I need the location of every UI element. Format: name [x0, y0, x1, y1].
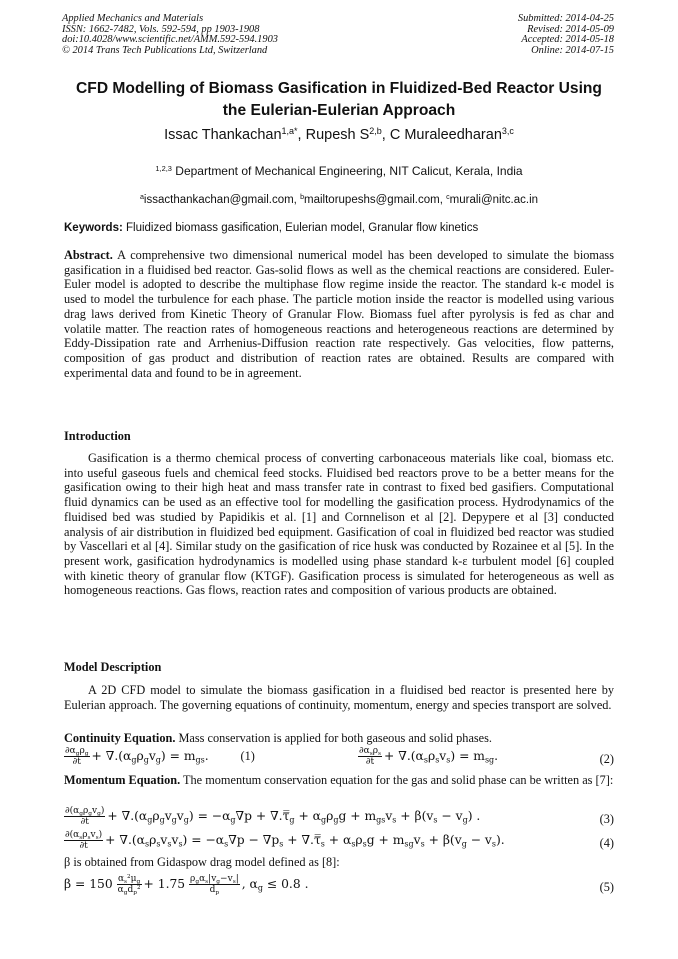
keywords-text: Fluidized biomass gasification, Eulerian model, Granular flow kinetics	[126, 222, 479, 234]
email-2[interactable]: mailtorupeshs@gmail.com,	[304, 194, 443, 206]
eq4-number: (4)	[599, 836, 614, 850]
eq3-number: (3)	[599, 812, 614, 826]
author-list: Issac Thankachan$^{1,a*}$, Rupesh S$^{2,b}$, C Muraleedharan$^{3,c}$	[164, 126, 514, 143]
equation-1: $\frac{\partial\alpha_g\rho_g}{\partial t}$ + $\nabla.(\alpha_g\rho_gv_g) = m_{gs}$. (1)	[65, 746, 255, 767]
journal-copyright: © 2014 Trans Tech Publications Ltd, Switzerland	[62, 44, 268, 56]
equation-4: $\frac{\partial(\alpha_s\rho_sv_s)}{\partial t}$ + $\nabla.(\alpha_s\rho_sv_sv_s) = -\alpha_s\nabla p - \nabla p_s$ + $\nabla.\tau̿_s + \alpha_s\rho_sg + m_{sg}v_s + \beta(v_g - v_s)$.	[65, 830, 505, 851]
date-accepted: Accepted: 2014-05-18	[521, 34, 614, 46]
journal-header	[62, 14, 278, 56]
abstract	[64, 248, 614, 380]
introduction-text: Gasification is a thermo chemical process of converting carbonaceous materials like coal, biomass etc. into useful gaseous fuels and chemical feed stocks. Fluidised bed reactors prove to be a better means for the gasification owing to their high heat and mass transfer rate in contrast to fixed bed gasifiers. Computational fluid dynamics can be used as an effective tool for modelling the gasification process. Hydrodynamics of the fluidised bed was studied by Papidikis et al. [1] and Cornnelison et al [2]. Depypere et al [3] conducted analysis of air distribution in fluidized bed equipment. Gasification of coal in fluidized bed reactor was studied by Vascellari et al [4]. Similar study on the gasification of rice husk was conducted by Rozainee et al [5]. In the present work, gasification hydrodynamics is modelled using phase standard k-ε turbulent model [6] coupled with kinetic theory of granular flow (KTGF). Gasification process is simulated for heterogeneous as well as homogeneous reactions. Gas flows, reaction rates and composition of various products are obtained.	[64, 451, 614, 598]
model-text: A 2D CFD model to simulate the biomass gasification in a fluidised bed reactor is presented here by Eulerian approach. The governing equations of continuity, momentum, energy and species transport are solved.	[64, 683, 614, 712]
equation-3-row	[64, 806, 614, 830]
eq1-number: (1)	[240, 749, 255, 763]
continuity-text: Mass conservation is applied for both gaseous and solid phases.	[178, 731, 493, 745]
equation-2: $\frac{\partial\alpha_s\rho_s}{\partial t}$ + $\nabla.(\alpha_s\rho_sv_s) = m_{sg}$.	[359, 746, 499, 767]
momentum-text: The momentum conservation equation for the gas and solid phase can be written as [7]:	[183, 773, 614, 787]
equation-row-1-2	[64, 746, 614, 770]
author-3: C Muraleedharan	[389, 127, 502, 143]
email-3[interactable]: murali@nitc.ac.in	[449, 194, 539, 206]
affiliation	[0, 164, 678, 178]
eq2-number: (2)	[599, 752, 614, 766]
keywords-label: Keywords:	[64, 222, 123, 234]
author-3-sup: 3,c	[501, 126, 514, 137]
abstract-label: Abstract.	[64, 248, 113, 262]
keywords	[64, 222, 620, 234]
date-revised: Revised: 2014-05-09	[527, 23, 614, 35]
author-1: Issac Thankachan	[164, 127, 282, 143]
model-heading: Model Description	[64, 660, 162, 674]
title-line-1: CFD Modelling of Biomass Gasification in Fluidized-Bed Reactor Using	[76, 80, 602, 97]
affiliation-text: Department of Mechanical Engineering, NIT Calicut, Kerala, India	[175, 164, 523, 178]
affiliation-sup: 1,2,3	[155, 163, 172, 173]
title-line-2: the Eulerian-Eulerian Approach	[222, 102, 456, 119]
journal-doi[interactable]: doi:10.4028/www.scientific.net/AMM.592-594.1903	[62, 34, 278, 46]
author-2-sup: 2,b	[369, 126, 382, 137]
journal-issn: ISSN: 1662-7482, Vols. 592-594, pp 1903-1908	[62, 23, 260, 35]
dates-header	[518, 14, 614, 56]
journal-name: Applied Mechanics and Materials	[62, 13, 204, 24]
abstract-text: A comprehensive two dimensional numerical model has been developed to simulate the biomass gasification in a fluidised bed reactor. Gas-solid flows as well as the chemical reactions are considered. Euler-Euler model is adopted to describe the multiphase flow regime inside the reactor. The standard k-ϵ model is used to model the turbulence for each phase. The particle motion inside the reactor is modelled using various drag laws derived from Kinetic Theory of Granular Flow. Biomass fuel after pyrolysis is fed as char and volatile matter. The reaction rates of homogeneous reactions and heterogeneous reactions are determined by Eddy-Dissipation rate and Arrhenius-Diffusion reaction rate respectively. Gas velocities, flow patterns, composition of gas product and distribution of reaction rates are obtained. Results are compared with experimental data and found to be in agreement.	[64, 248, 614, 380]
momentum-label: Momentum Equation.	[64, 773, 181, 787]
date-submitted: Submitted: 2014-04-25	[517, 13, 614, 24]
momentum-paragraph	[64, 773, 614, 788]
continuity-paragraph	[64, 731, 614, 746]
email-1[interactable]: issacthankachan@gmail.com,	[143, 194, 297, 206]
email-list: $^a$issacthankachan@gmail.com, $^b$mailtorupeshs@gmail.com, $^c$murali@nitc.ac.in	[139, 193, 539, 206]
beta-text: β is obtained from Gidaspow drag model defined as [8]:	[64, 855, 340, 869]
eq5-number: (5)	[599, 880, 614, 894]
author-1-sup: 1,a*	[281, 126, 298, 137]
paper-title	[40, 78, 638, 122]
equation-3: $\frac{\partial(\alpha_g\rho_gv_g)}{\partial t}$ + $\nabla.(\alpha_g\rho_gv_gv_g) = -\alpha_g\nabla p$ + $\nabla.\tau̿_g + \alpha_g\rho_gg + m_{gs}v_s + \beta(v_s - v_g)$ .	[65, 806, 481, 827]
equation-4-row	[64, 830, 614, 854]
equation-5-row	[64, 874, 614, 898]
introduction-heading: Introduction	[64, 429, 131, 443]
author-2: Rupesh S	[305, 127, 370, 143]
date-online: Online: 2014-07-15	[531, 44, 614, 56]
continuity-label: Continuity Equation.	[64, 731, 176, 745]
equation-5: β = 150 $\frac{\alpha_s^2\mu_g}{\alpha_gd_p^2}$ + 1.75 $\frac{\rho_g\alpha_s|v_g-v_s|}{d_p}$ , $\alpha_g \le 0.8$ .	[64, 873, 309, 896]
